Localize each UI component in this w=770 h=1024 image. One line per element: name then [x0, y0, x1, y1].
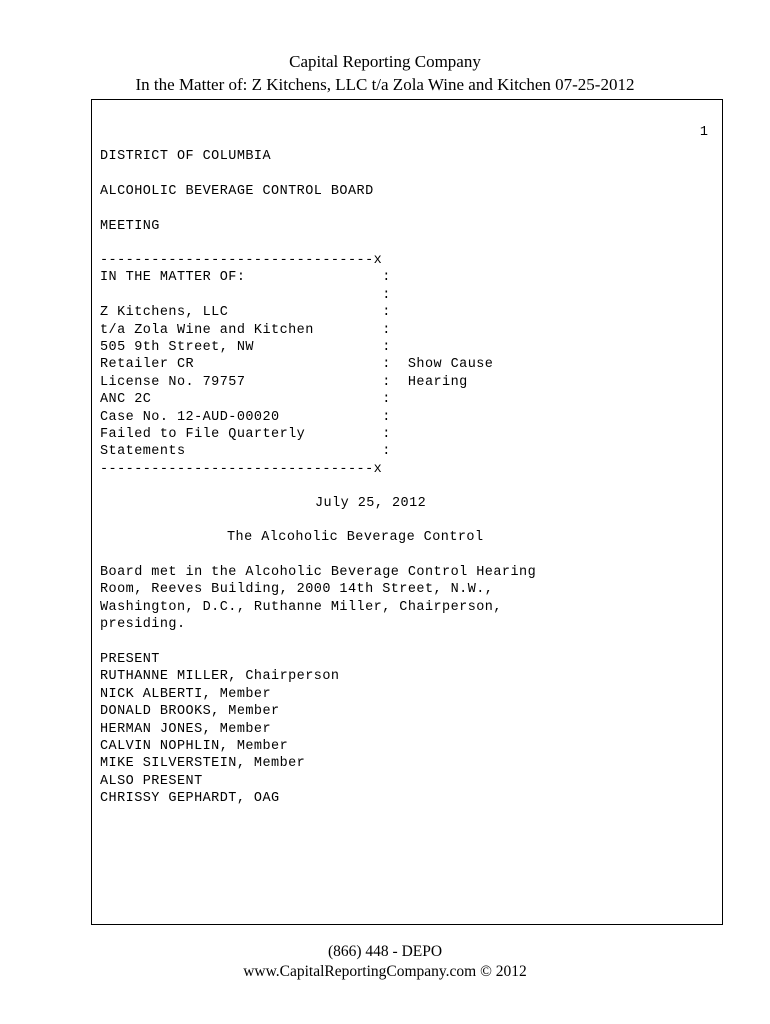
- present-heading: PRESENT: [100, 652, 160, 667]
- intro-line: The Alcoholic Beverage Control: [227, 530, 484, 545]
- caption-row: License No. 79757 : Hearing: [100, 374, 468, 390]
- caption-row: Failed to File Quarterly :: [100, 427, 391, 442]
- body-line: Room, Reeves Building, 2000 14th Street, N.W.,: [100, 582, 494, 598]
- caption-rule-bottom: --------------------------------x: [100, 461, 383, 477]
- present-member: DONALD BROOKS, Member: [100, 704, 280, 720]
- footer-phone: (866) 448 - DEPO: [327, 943, 443, 960]
- body-line: Washington, D.C., Ruthanne Miller, Chairperson,: [100, 599, 502, 615]
- page-number: 1: [699, 125, 708, 140]
- district-title: DISTRICT OF COLUMBIA: [100, 149, 272, 164]
- body-line: presiding.: [100, 617, 186, 633]
- caption-row: Retailer CR : Show Cause: [100, 357, 494, 373]
- caption-row: 505 9th Street, NW :: [100, 340, 391, 355]
- header-company: Capital Reporting Company: [289, 52, 481, 71]
- present-member: NICK ALBERTI, Member: [100, 686, 272, 702]
- present-member: CALVIN NOPHLIN, Member: [100, 739, 289, 754]
- caption-row: IN THE MATTER OF: :: [100, 270, 391, 286]
- caption-row: Z Kitchens, LLC :: [100, 305, 391, 321]
- caption-row: :: [100, 287, 391, 303]
- meeting-title: MEETING: [100, 219, 160, 234]
- also-present-member: CHRISSY GEPHARDT, OAG: [100, 791, 280, 807]
- caption-row: ANC 2C :: [100, 392, 391, 408]
- caption-row: Case No. 12-AUD-00020 :: [100, 409, 391, 425]
- footer-website: www.CapitalReportingCompany.com © 2012: [243, 963, 527, 980]
- caption-row: Statements :: [100, 444, 391, 460]
- board-title: ALCOHOLIC BEVERAGE CONTROL BOARD: [100, 184, 374, 199]
- header-matter-line: In the Matter of: Z Kitchens, LLC t/a Zola Wine and Kitchen 07-25-2012: [135, 75, 635, 94]
- present-member: RUTHANNE MILLER, Chairperson: [100, 669, 340, 685]
- present-member: HERMAN JONES, Member: [100, 721, 272, 737]
- transcript-page-frame: [91, 99, 723, 925]
- present-member: MIKE SILVERSTEIN, Member: [100, 756, 306, 772]
- body-line: Board met in the Alcoholic Beverage Control Hearing: [100, 565, 537, 580]
- caption-row: t/a Zola Wine and Kitchen :: [100, 322, 391, 338]
- caption-rule-top: --------------------------------x: [100, 253, 383, 268]
- also-present-heading: ALSO PRESENT: [100, 773, 203, 789]
- hearing-date: July 25, 2012: [315, 496, 427, 511]
